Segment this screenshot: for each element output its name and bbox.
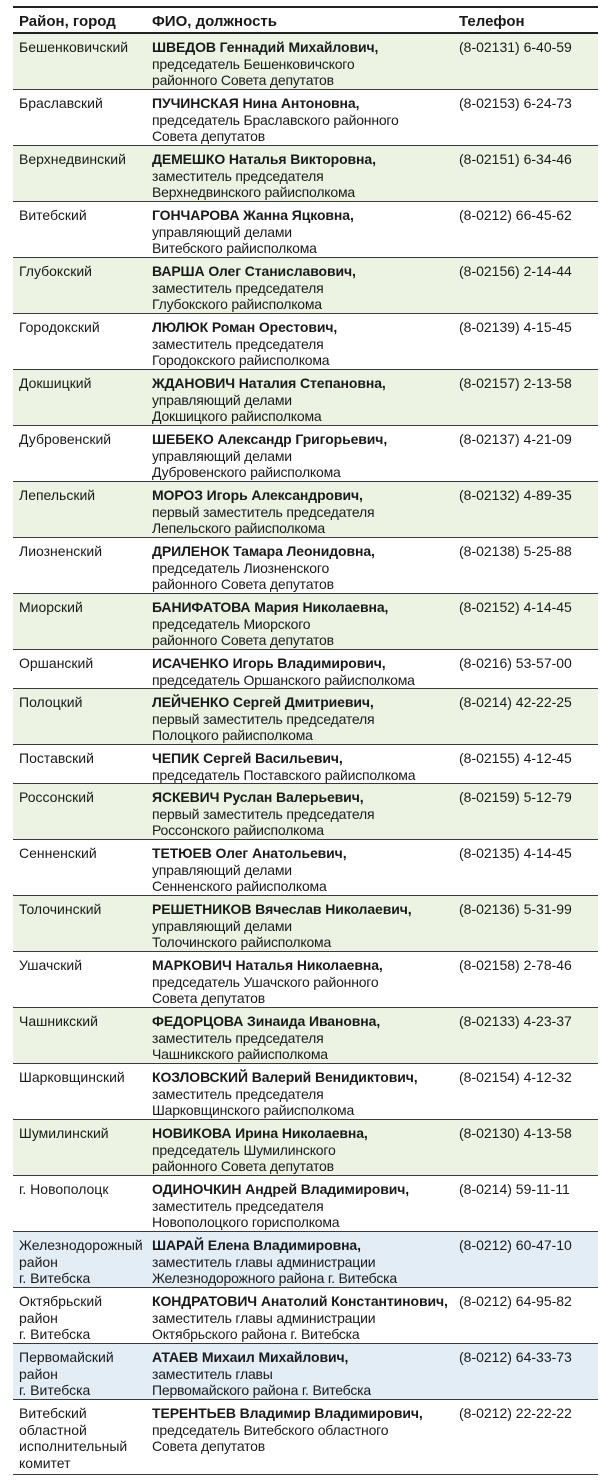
table-row xyxy=(13,482,598,538)
phone-cell: (8-0212) 60-47-10 xyxy=(459,1237,572,1253)
person-name: НОВИКОВА Ирина Николаевна, xyxy=(152,1125,368,1141)
district-cell: Докшицкий xyxy=(19,375,92,391)
phone-cell: (8-02135) 4-14-45 xyxy=(459,845,572,861)
district-cell: Браславский xyxy=(19,95,103,111)
district-cell: г. Новополоцк xyxy=(19,1181,109,1197)
phone-cell: (8-02138) 5-25-88 xyxy=(459,543,572,559)
name-cell xyxy=(152,901,462,951)
district-cell: Октябрьский район г. Витебска xyxy=(19,1293,103,1342)
person-position: заместитель главы Первомайского района г. Витебска xyxy=(152,1365,371,1398)
table-row xyxy=(13,1120,598,1176)
name-cell xyxy=(152,1013,462,1063)
person-position: председатель Бешенковичского районного Совета депутатов xyxy=(152,55,355,88)
district-cell: Городокский xyxy=(19,319,100,335)
person-position: заместитель председателя Глубокского райисполкома xyxy=(152,279,324,312)
name-cell xyxy=(152,151,462,201)
phone-cell: (8-02130) 4-13-58 xyxy=(459,1125,572,1141)
name-cell xyxy=(152,1349,462,1399)
table-header xyxy=(13,10,598,34)
name-cell xyxy=(152,431,462,481)
name-cell xyxy=(152,207,462,257)
person-position: первый заместитель председателя Полоцкого райисполкома xyxy=(152,710,375,743)
header-district: Район, город xyxy=(19,13,116,30)
district-cell: Верхнедвинский xyxy=(19,151,126,167)
person-position: председатель Оршанского райисполкома xyxy=(152,671,415,688)
table-row xyxy=(13,146,598,202)
table-row xyxy=(13,538,598,594)
person-position: председатель Браславского районного Совета депутатов xyxy=(152,111,399,144)
person-position: председатель Лиозненского районного Совета депутатов xyxy=(152,559,334,592)
name-cell xyxy=(152,845,462,895)
table-row xyxy=(13,90,598,146)
district-cell: Полоцкий xyxy=(19,694,83,710)
person-name: ТЕТЮЕВ Олег Анатольевич, xyxy=(152,845,347,861)
phone-cell: (8-02158) 2-78-46 xyxy=(459,957,572,973)
district-cell: Толочинский xyxy=(19,901,102,917)
district-cell: Железнодорожный район г. Витебска xyxy=(19,1237,143,1286)
phone-cell: (8-02133) 4-23-37 xyxy=(459,1013,572,1029)
district-cell: Поставский xyxy=(19,750,94,766)
name-cell xyxy=(152,694,462,744)
phone-cell: (8-0216) 53-57-00 xyxy=(459,655,572,671)
district-cell: Миорский xyxy=(19,599,83,615)
name-cell xyxy=(152,375,462,425)
phone-cell: (8-02154) 4-12-32 xyxy=(459,1069,572,1085)
district-cell: Лиозненский xyxy=(19,543,103,559)
person-name: ОДИНОЧКИН Андрей Владимирович, xyxy=(152,1181,410,1197)
person-position: первый заместитель председателя Лепельского райисполкома xyxy=(152,503,375,536)
table-row xyxy=(13,202,598,258)
person-name: ВАРША Олег Станиславович, xyxy=(152,263,356,279)
phone-cell: (8-02152) 4-14-45 xyxy=(459,599,572,615)
district-cell: Чашникский xyxy=(19,1013,98,1029)
table-row xyxy=(13,314,598,370)
person-name: ФЕДОРЦОВА Зинаида Ивановна, xyxy=(152,1013,381,1029)
phone-cell: (8-02157) 2-13-58 xyxy=(459,375,572,391)
table-row xyxy=(13,1008,598,1064)
person-name: ПУЧИНСКАЯ Нина Антоновна, xyxy=(152,95,360,111)
person-name: КОНДРАТОВИЧ Анатолий Константинович, xyxy=(152,1293,448,1309)
name-cell xyxy=(152,599,462,649)
name-cell xyxy=(152,39,462,89)
table-row xyxy=(13,1344,598,1400)
name-cell xyxy=(152,655,462,688)
district-cell: Ушачский xyxy=(19,957,83,973)
person-name: КОЗЛОВСКИЙ Валерий Венидиктович, xyxy=(152,1069,418,1085)
person-position: заместитель главы администрации Железнодорожного района г. Витебска xyxy=(152,1253,397,1286)
person-position: заместитель главы администрации Октябрьского района г. Витебска xyxy=(152,1309,376,1342)
phone-cell: (8-0212) 22-22-22 xyxy=(459,1405,572,1421)
phone-cell: (8-02156) 2-14-44 xyxy=(459,263,572,279)
phone-cell: (8-02132) 4-89-35 xyxy=(459,487,572,503)
person-position: заместитель председателя Верхнедвинского райисполкома xyxy=(152,167,355,200)
district-cell: Лепельский xyxy=(19,487,96,503)
name-cell xyxy=(152,319,462,369)
person-position: председатель Миорского районного Совета депутатов xyxy=(152,615,334,648)
person-position: председатель Шумилинского районного Совета депутатов xyxy=(152,1141,336,1174)
person-name: МАРКОВИЧ Наталья Николаевна, xyxy=(152,957,383,973)
table-row xyxy=(13,952,598,1008)
phone-cell: (8-02159) 5-12-79 xyxy=(459,789,572,805)
table-row xyxy=(13,370,598,426)
district-cell: Россонский xyxy=(19,789,94,805)
district-cell: Шумилинский xyxy=(19,1125,109,1141)
person-name: АТАЕВ Михаил Михайлович, xyxy=(152,1349,349,1365)
name-cell xyxy=(152,263,462,313)
name-cell xyxy=(152,1405,462,1455)
phone-cell: (8-0214) 59-11-11 xyxy=(459,1181,570,1197)
person-name: БАНИФАТОВА Мария Николаевна, xyxy=(152,599,389,615)
person-name: ДЕМЕШКО Наталья Викторовна, xyxy=(152,151,376,167)
name-cell xyxy=(152,1181,462,1231)
district-cell: Оршанский xyxy=(19,655,94,671)
person-name: ДРИЛЕНОК Тамара Леонидовна, xyxy=(152,543,375,559)
person-position: заместитель председателя Новополоцкого горисполкома xyxy=(152,1197,340,1230)
table-row xyxy=(13,1400,598,1475)
name-cell xyxy=(152,487,462,537)
name-cell xyxy=(152,1293,462,1343)
phone-cell: (8-02131) 6-40-59 xyxy=(459,39,572,55)
name-cell xyxy=(152,1237,462,1287)
district-cell: Дубровенский xyxy=(19,431,112,447)
district-cell: Шарковщинский xyxy=(19,1069,125,1085)
table-row xyxy=(13,689,598,745)
phone-cell: (8-02137) 4-21-09 xyxy=(459,431,572,447)
person-name: ЛЕЙЧЕНКО Сергей Дмитриевич, xyxy=(152,694,374,710)
name-cell xyxy=(152,750,462,783)
person-position: председатель Витебского областного Совета депутатов xyxy=(152,1421,389,1454)
table-row xyxy=(13,1176,598,1232)
district-cell: Витебский областной исполнительный комитет xyxy=(19,1405,128,1471)
phone-cell: (8-02155) 4-12-45 xyxy=(459,750,572,766)
person-position: управляющий делами Докшицкого райисполкома xyxy=(152,391,322,424)
phone-cell: (8-0214) 42-22-25 xyxy=(459,694,572,710)
header-phone: Телефон xyxy=(459,13,525,30)
table-row xyxy=(13,1232,598,1288)
person-name: ШЕБЕКО Александр Григорьевич, xyxy=(152,431,388,447)
top-rule xyxy=(13,6,598,8)
name-cell xyxy=(152,543,462,593)
table-row xyxy=(13,650,598,689)
name-cell xyxy=(152,957,462,1007)
table-row xyxy=(13,1064,598,1120)
person-position: заместитель председателя Чашникского райисполкома xyxy=(152,1029,328,1062)
person-name: ШВЕДОВ Геннадий Михайлович, xyxy=(152,39,379,55)
table-row xyxy=(13,745,598,784)
phone-cell: (8-0212) 64-33-73 xyxy=(459,1349,572,1365)
district-cell: Витебский xyxy=(19,207,87,223)
name-cell xyxy=(152,1125,462,1175)
person-name: МОРОЗ Игорь Александрович, xyxy=(152,487,363,503)
person-position: управляющий делами Дубровенского райисполкома xyxy=(152,447,341,480)
district-cell: Первомайский район г. Витебска xyxy=(19,1349,114,1398)
person-position: заместитель председателя Городокского райисполкома xyxy=(152,335,330,368)
table-row xyxy=(13,594,598,650)
name-cell xyxy=(152,789,462,839)
table-row xyxy=(13,784,598,840)
phone-cell: (8-02136) 5-31-99 xyxy=(459,901,572,917)
table-body xyxy=(13,34,598,1475)
person-position: председатель Ушачского районного Совета депутатов xyxy=(152,973,379,1006)
table-row xyxy=(13,426,598,482)
phone-cell: (8-02153) 6-24-73 xyxy=(459,95,572,111)
district-cell: Глубокский xyxy=(19,263,92,279)
phone-cell: (8-02151) 6-34-46 xyxy=(459,151,572,167)
person-name: РЕШЕТНИКОВ Вячеслав Николаевич, xyxy=(152,901,412,917)
person-position: заместитель председателя Шарковщинского райисполкома xyxy=(152,1085,355,1118)
district-cell: Бешенковичский xyxy=(19,39,129,55)
person-name: ГОНЧАРОВА Жанна Яцковна, xyxy=(152,207,354,223)
person-name: ИСАЧЕНКО Игорь Владимирович, xyxy=(152,655,386,671)
person-position: председатель Поставского райисполкома xyxy=(152,766,416,783)
person-name: ЛЮЛЮК Роман Орестович, xyxy=(152,319,338,335)
person-name: ЧЕПИК Сергей Васильевич, xyxy=(152,750,343,766)
table-row xyxy=(13,1288,598,1344)
name-cell xyxy=(152,1069,462,1119)
phone-cell: (8-02139) 4-15-45 xyxy=(459,319,572,335)
person-position: первый заместитель председателя Россонского райисполкома xyxy=(152,805,375,838)
person-name: ТЕРЕНТЬЕВ Владимир Владимирович, xyxy=(152,1405,423,1421)
person-name: ШАРАЙ Елена Владимировна, xyxy=(152,1237,361,1253)
phone-cell: (8-0212) 66-45-62 xyxy=(459,207,572,223)
table-row xyxy=(13,840,598,896)
table-row xyxy=(13,34,598,90)
header-name: ФИО, должность xyxy=(152,13,277,30)
person-name: ЯСКЕВИЧ Руслан Валерьевич, xyxy=(152,789,364,805)
person-position: управляющий делами Толочинского райисполкома xyxy=(152,917,332,950)
name-cell xyxy=(152,95,462,145)
person-name: ЖДАНОВИЧ Наталия Степановна, xyxy=(152,375,386,391)
phone-cell: (8-0212) 64-95-82 xyxy=(459,1293,572,1309)
person-position: управляющий делами Витебского райисполкома xyxy=(152,223,317,256)
person-position: управляющий делами Сенненского райисполкома xyxy=(152,861,327,894)
district-cell: Сенненский xyxy=(19,845,97,861)
table-row xyxy=(13,258,598,314)
table-row xyxy=(13,896,598,952)
